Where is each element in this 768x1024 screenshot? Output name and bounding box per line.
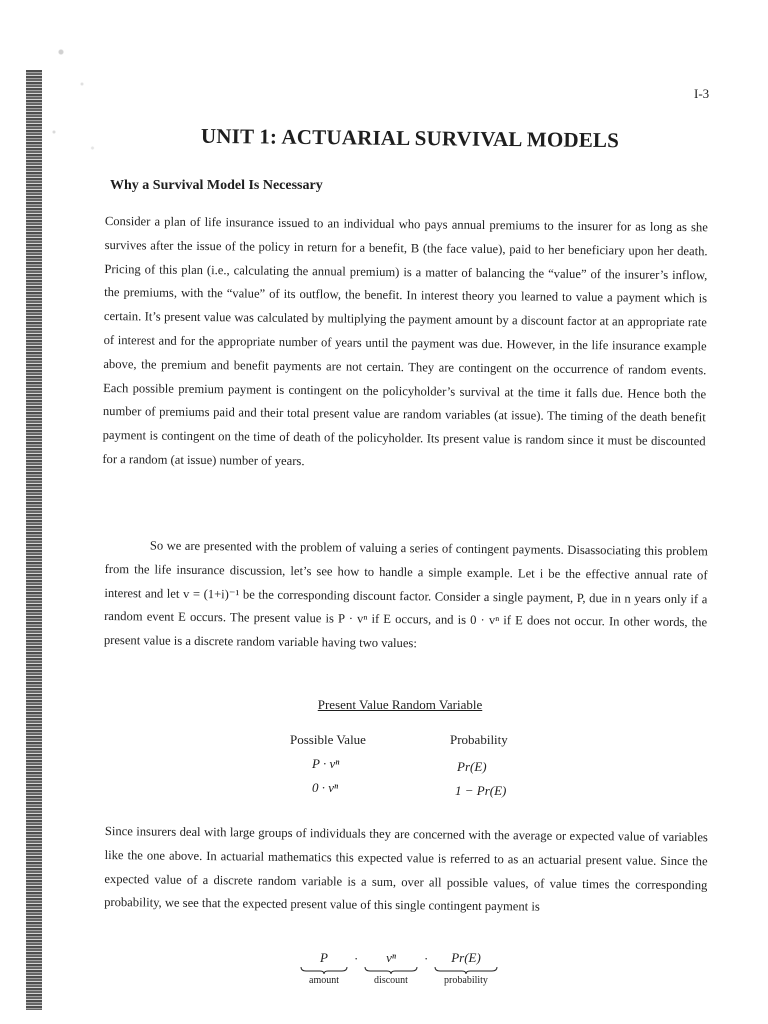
- formula-symbol-amount: P: [320, 950, 328, 965]
- formula-operator-2: ·: [424, 951, 429, 966]
- formula-label-amount: amount: [309, 975, 339, 986]
- table-cell-value-1: P · vⁿ: [312, 756, 340, 771]
- table-header-possible-value: Possible Value: [290, 732, 366, 747]
- page-title: UNIT 1: ACTUARIAL SURVIVAL MODELS: [200, 123, 620, 153]
- paragraph-3: [104, 820, 708, 921]
- paragraph-3-text: Since insurers deal with large groups of individuals they are concerned with the average or expected value of variables like the one above. In actuarial mathematics this expected value is referred to as an actuarial present value. Since the expected value of a discrete random variable is a sum, over all possible values, of value times the corresponding probability, we see that the expected present value of this single contingent payment is: [104, 823, 708, 914]
- paragraph-2-text: So we are presented with the problem of valuing a series of contingent payments. Disassociating this problem from the life insurance discussion, let’s see how to handle a simple example. Let i be the effective annual rate of interest and let v = (1+i)⁻¹ be the corresponding discount factor. Consider a single payment, P, due in n years only if a random event E occurs. The present value is P · vⁿ if E occurs, and is 0 · vⁿ if E does not occur. In other words, the present value is a discrete random variable having two values:: [103, 538, 708, 651]
- paragraph-2: [104, 534, 708, 659]
- formula-term-discount: [364, 950, 418, 986]
- expected-present-value-formula: [280, 950, 520, 1000]
- formula-operator-1: ·: [354, 951, 359, 966]
- paragraph-1: [102, 210, 708, 478]
- table-cell-probability-1: Pr(E): [457, 759, 487, 774]
- page-number: I-3: [694, 86, 710, 101]
- formula-term-probability: [434, 950, 498, 986]
- table-title: Present Value Random Variable: [317, 697, 483, 712]
- formula-term-amount: [300, 950, 348, 986]
- scan-noise: [40, 20, 110, 180]
- scanned-binding-edge: [26, 70, 42, 1010]
- formula-label-probability: probability: [444, 975, 488, 986]
- formula-symbol-discount: vⁿ: [386, 950, 396, 965]
- table-header-probability: Probability: [450, 732, 508, 747]
- paragraph-1-text: Consider a plan of life insurance issued to an individual who pays annual premiums to the insurer for as long as she survives after the issue of the policy in return for a benefit, B (the face value), paid to her beneficiary upon her death. Pricing of this plan (i.e., calculating the annual premium) is a matter of balancing the “value” of the insurer’s inflow, the premiums, with the “value” of its outflow, the benefit. In interest theory you learned to value a payment which is certain. It’s present value was calculated by multiplying the payment amount by a discount factor at an appropriate rate of interest and for the appropriate number of years until the payment was due. However, in the life insurance example above, the premium and benefit payments are not certain. They are contingent on the occurrence of random events. Each possible premium payment is contingent on the policyholder’s survival at the time it falls due. Hence both the number of premiums paid and their total present value are random variables (at issue). The timing of the death benefit payment is contingent on the time of death of the policyholder. Its present value is random since it must be discounted for a random (at issue) number of years.: [102, 213, 708, 469]
- table-cell-value-2: 0 · vⁿ: [312, 780, 339, 795]
- underbrace-icon: [434, 966, 498, 974]
- section-heading: Why a Survival Model Is Necessary: [110, 178, 323, 193]
- formula-symbol-probability: Pr(E): [451, 950, 481, 965]
- underbrace-icon: [300, 966, 348, 974]
- underbrace-icon: [364, 966, 418, 974]
- formula-label-discount: discount: [374, 975, 408, 986]
- table-cell-probability-2: 1 − Pr(E): [455, 783, 507, 798]
